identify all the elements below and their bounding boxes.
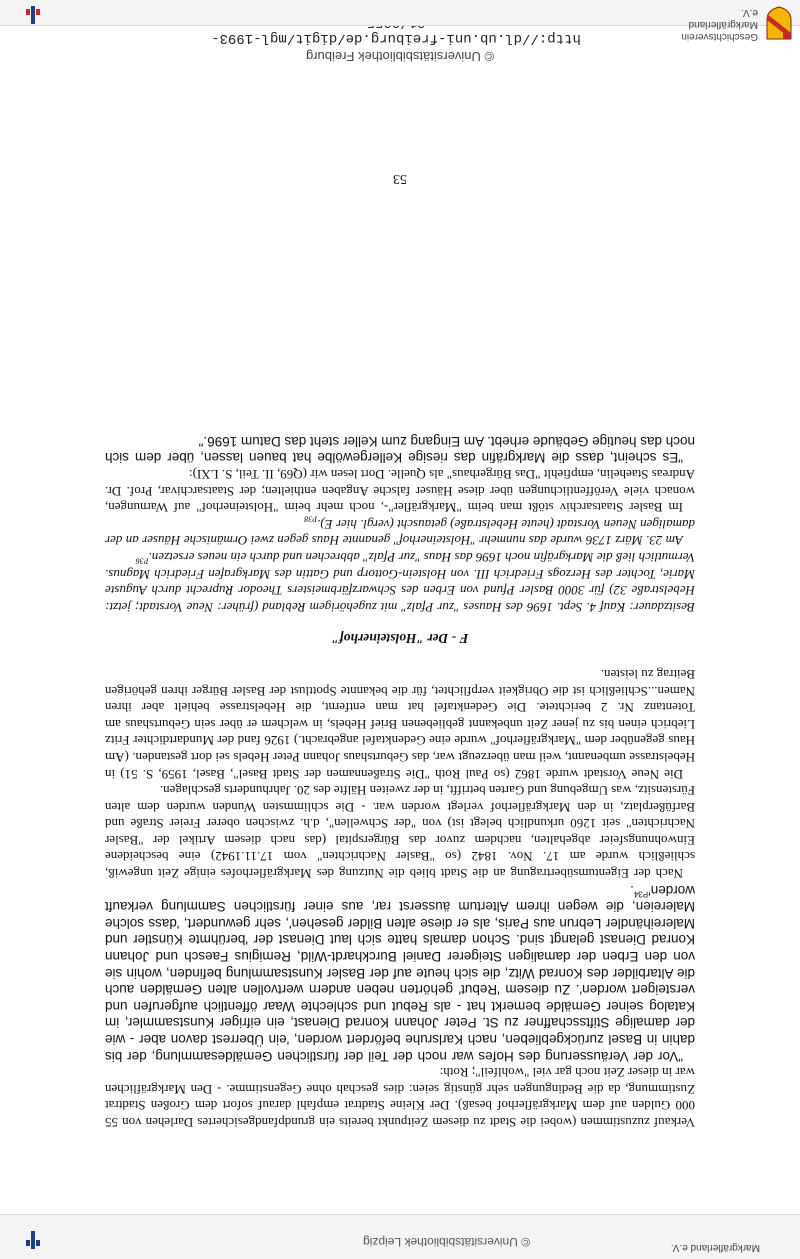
document-body (105, 432, 695, 1130)
top-library-label: © Universitätsbibliothek Leipzig (363, 1235, 530, 1249)
italic-paragraph-1 (105, 548, 695, 614)
italic-paragraph-1-text: Besitzdauer: Kauf 4. Sept. 1696 des Hauses "zur Pfalz" mit zugehörigem Rebland (früher: Neue Vorstadt; jetzt: Hebelstraße 32) für 3000 Basler Pfund von Erben des Schwarzfärbmeisters Theodor Ruprecht durch Auguste Marie, Tochter des Herzogs Friedrich III. von Holstein-Gottorp und Gattin des Markgrafen Friedrich Magnus. Vermutlich ließ die Markgräfin noch 1696 das Haus "zur Pfalz" abbrechen und durch ein neues ersetzen. (105, 550, 695, 615)
italic-paragraph-2 (105, 515, 695, 548)
footnote-ref: P36 (135, 556, 149, 566)
page-number: 53 (393, 171, 407, 186)
bottom-bar (0, 0, 800, 26)
society-label: Geschichtsverein Markgräflerland e.V. (681, 7, 758, 42)
top-society-label: Markgräflerland e.V. (670, 1242, 760, 1253)
ub-freiburg-logo-icon (26, 6, 40, 24)
document-url[interactable]: http://dl.ub.uni-freiburg.de/digit/mgl-1993- (211, 30, 581, 46)
paragraph-quote-roth: "Vor der Veräusserung des Hofes war noch der Teil der fürstlichen Gemäldesammlung, der bis dahin in Basel zurückgeblieben, nach Karlsruhe befördert worden, 'ein Überrest davon aber - wie der damalige Stiftsschaffner zu St. Peter Johann Konrad Dienast, ein eifriger Kunstsammler, im Katalog seiner Gemälde bemerkt hat - als Rebut und schlechte Waar öffentlich aufgerufen und versteigert worden'. Zu diesem 'Rebut' gehörten neben andern wertvollen alten Gemälden auch die Altarbilder des Konrad Witz, die sich heute auf der Basler Kunstsammlung befinden, wohin sie von den Erben der damaligen Steigerer Daniel Burckhardt-Wild, Remigius Faesch und Johann Konrad Dienast gelangt sind. Schon damals hatte sich laut Dienast der 'berühmte Künstler und Malereihändler Lebrun aus Paris, als er diese alten Bilder gesehen', sehr gewundert, 'dass solche Malereien, die wegen ihrem Altertum äusserst rar, aus einer fürstlichen Sammlung verkauft $worden'^{P34}$. (105, 882, 695, 1064)
top-bar (0, 1214, 800, 1259)
closing-quote: "Es scheint, dass die Markgräfin das riesige Kellergewölbe hat bauen lassen, über dem sich noch das heutige Gebäude erhebt. Am Eingang zum Keller steht das Datum 1696." (105, 433, 695, 466)
paragraph-4: Die Neue Vorstadt wurde 1862 (so Paul Roth "Die Straßennamen der Stadt Basel", Basel, 1959, S. 51) in Hebelstrasse umbenannt, weil man überzeugt war, das Geburtshaus Johann Peter Hebels sei dort gestanden. (Am Haus gegenüber dem "Markgräflerhof" wurde eine Gedenktafel angebracht.) 1926 fand der Mundartdichter Fritz Liebrich einen bis zu jener Zeit unbekannt gebliebenen Brief Hebels, in welchem er über sein Geburtshaus am Totentanz Nr. 2 berichtete. Die Gedenktafel hat man entfernt, die Hebelstrasse behielt aber ihren Namen...Schließlich ist die Obrigkeit verpflichtet, für die bekannte Spottlust der Basler Bürger ihren gehörigen Beitrag zu leisten. (105, 666, 695, 782)
footnote-ref: P34 (633, 889, 649, 899)
italic-paragraph-2-text: Am 23. März 1736 wurde das nunmehr "Holsteinerhof" genannte Haus gegen zwei Ormänische Häuser an der damaligen Neuen Vorstadt (heute Hebelstraße) getauscht (vergl. hier E). (105, 516, 695, 549)
section-heading: F - Der "Holsteinerhof" (331, 631, 469, 647)
footnote-ref: P38 (304, 514, 318, 524)
ub-logo-icon (26, 1231, 40, 1249)
closing-paragraph: Im Basler Staatsarchiv stößt man beim "Markgräfler"-, noch mehr beim "Holsteinerhof" auf Warnungen, wonach viele Veröffentlichungen über diese Häuser falsche Angaben enthielten; der Staatsarchivar, Prof. Dr. Andreas Staehelin, empfiehlt "Das Bürgerhaus" als Quelle. Dort lesen wir (Q69, II. Teil, S. LXI): (105, 467, 695, 516)
paragraph-quote-text: "Vor der Veräusserung des Hofes war noch der Teil der fürstlichen Gemäldesammlung, der bis dahin in Basel zurückgeblieben, nach Karlsruhe befördert worden, 'ein Überrest davon aber - wie der damalige Stiftsschaffner zu St. Peter Johann Konrad Dienast, ein eifriger Kunstsammler, im Katalog seiner Gemälde bemerkt hat - als Rebut und schlechte Waar öffentlich aufgerufen und versteigert worden'. Zu diesem 'Rebut' gehörten neben andern wertvollen alten Gemälden auch die Altarbilder des Konrad Witz, die sich heute auf der Basler Kunstsammlung befinden, wohin sie von den Erben der damaligen Steigerer Daniel Burckhardt-Wild, Remigius Faesch und Johann Konrad Dienast gelangt sind. Schon damals hatte sich laut Dienast der 'berühmte Künstler und Malereihändler Lebrun aus Paris, als er diese alten Bilder gesehen', sehr gewundert, 'dass solche Malereien, die wegen ihrem Altertum äusserst rar, aus einer fürstlichen Sammlung verkauft worden' (105, 882, 695, 1064)
paragraph-1: Verkauf zuzustimmen (wobei die Stadt zu diesem Zeitpunkt bereits ein grundpfandgesichertes Darlehen von 55 000 Gulden auf dem Markgräflerhof besaß). Der Kleine Stadtrat empfahl darauf sofort dem Großen Stadtrat Zustimmung, da die Bedingungen sehr günstig seien: dies geschah ohne Gegenstimme. - Den Markgräflichen war in dieser Zeit noch gar viel "wohlfeil"; Roth: (105, 1065, 695, 1130)
library-copyright: © Universitätsbibliothek Freiburg (305, 49, 495, 64)
paragraph-3: Nach der Eigentumsübertragung an die Stadt blieb die Nutzung des Markgräflerhofes einige Zeit ungewiß, schließlich wurde am 17. Nov. 1842 (so "Basler Nachrichten" vom 17.11.1942) eine bescheidene Einwohnungsfeier abgehalten, nachdem zuvor das Bürgerspital (das nach diesem Artikel der "Basler Nachrichten" seit 1260 urkundlich belegt ist) von "der Schwellen", d.h. zwischen oberer Freier Straße und Barfüßerplatz, in den Markgräflerhof verlegt worden war. - Die schlimmsten Wunden wurden dem alten Fürstensitz, was Umgebung und Garten betrifft, in der zweiten Hälfte des 20. Jahrhunderts geschlagen. (105, 783, 695, 882)
society-emblem-icon (766, 6, 792, 40)
